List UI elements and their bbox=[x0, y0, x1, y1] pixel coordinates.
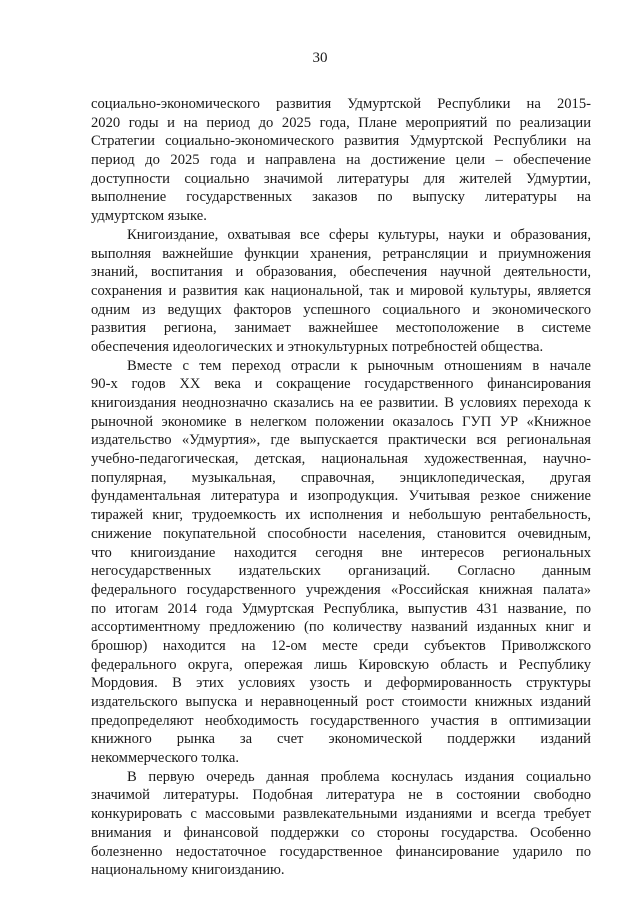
text-line: выполняя важнейшие функции хранения, ретрансляции и приумножения bbox=[91, 245, 591, 262]
paragraph bbox=[91, 768, 591, 880]
text-line: тиражей книг, трудоемкость их исполнения и небольшую рентабельность, bbox=[91, 507, 591, 524]
text-line: популярная, музыкальная, справочная, энциклопедическая, другая bbox=[91, 469, 591, 486]
text-line: издательство «Удмуртия», где выпускается практически вся региональная bbox=[91, 432, 591, 449]
text-line: федерального округа, опережая лишь Кировскую область и Республику bbox=[91, 656, 591, 673]
text-line: одним из ведущих факторов успешного социального и экономического bbox=[91, 301, 591, 318]
text-line: социально-экономического развития Удмуртской Республики на 2015- bbox=[91, 96, 591, 112]
text-line: развития региона, занимает важнейшее местоположение в системе bbox=[91, 320, 591, 337]
text-line: Стратегии социально-экономического развития Удмуртской Республики на bbox=[91, 133, 591, 150]
text-line: обеспечения идеологических и этнокультурных потребностей общества. bbox=[91, 338, 544, 355]
text-line: знаний, воспитания и образования, обеспечения научной деятельности, bbox=[91, 264, 591, 281]
text-line: учебно-педагогическая, детская, национальная художественная, научно- bbox=[91, 451, 591, 468]
page-number: 30 bbox=[312, 50, 328, 66]
text-line: предопределяют необходимость государственного участия в оптимизации bbox=[91, 712, 591, 729]
text-line: федерального государственного учреждения «Российская книжная палата» bbox=[91, 581, 591, 598]
text-line: книжного рынка за счет экономической поддержки изданий bbox=[91, 731, 591, 748]
text-line: удмуртском языке. bbox=[91, 208, 207, 225]
text-line: значимой литературы. Подобная литература не в состоянии свободно bbox=[91, 787, 591, 804]
paragraph bbox=[91, 226, 591, 357]
text-line: по итогам 2014 года Удмуртская Республика, выпустив 431 название, по bbox=[91, 600, 591, 617]
text-line: Книгоиздание, охватывая все сферы культуры, науки и образования, bbox=[127, 226, 591, 243]
text-line: период до 2025 года и направлена на достижение цели – обеспечение bbox=[91, 152, 591, 169]
text-line: сохранения и развития как национальной, так и мировой культуры, является bbox=[91, 282, 591, 299]
text-line: 90-х годов XX века и сокращение государственного финансирования bbox=[91, 376, 591, 393]
text-line: конкурировать с массовыми развлекательными изданиями и всегда требует bbox=[91, 806, 591, 823]
text-line: книгоиздания неоднозначно сказались на ее развитии. В условиях перехода к bbox=[91, 395, 591, 411]
text-line: брошюр) находится на 12-ом месте среди субъектов Приволжского bbox=[91, 637, 591, 654]
text-line: Мордовия. В этих условиях узость и деформированность структуры bbox=[91, 675, 591, 692]
text-line: национальному книгоизданию. bbox=[91, 862, 285, 879]
text-line: ассортиментному предложению (по количеству названий изданных книг и bbox=[91, 619, 591, 636]
text-line: некоммерческого толка. bbox=[91, 750, 239, 767]
text-line: доступности социально значимой литературы для жителей Удмуртии, bbox=[91, 170, 591, 187]
text-line: рыночной экономике в нелегком положении оказалось ГУП УР «Книжное bbox=[91, 413, 591, 430]
text-line: В первую очередь данная проблема коснулась издания социально bbox=[127, 768, 591, 785]
text-line: негосударственных издательских организаций. Согласно данным bbox=[91, 563, 591, 580]
paragraph bbox=[91, 95, 591, 226]
text-line: болезненно недостаточное государственное финансирование ударило по bbox=[91, 843, 591, 860]
text-line: Вместе с тем переход отрасли к рыночным отношениям в начале bbox=[127, 357, 591, 374]
text-line: снижение покупательной способности населения, становится очевидным, bbox=[91, 525, 591, 542]
text-line: что книгоиздание находится сегодня вне интересов региональных bbox=[91, 544, 591, 561]
text-line: внимания и финансовой поддержки со стороны государства. Особенно bbox=[91, 824, 591, 841]
text-line: издательского выпуска и неравноценный рост стоимости книжных изданий bbox=[91, 694, 591, 710]
text-line: выполнение государственных заказов по выпуску литературы на bbox=[91, 189, 591, 206]
text-line: 2020 годы и на период до 2025 года, Плане мероприятий по реализации bbox=[91, 114, 591, 131]
body-text bbox=[91, 95, 591, 880]
paragraph bbox=[91, 357, 591, 768]
text-line: фундаментальная литература и изопродукция. Учитывая резкое снижение bbox=[91, 488, 591, 505]
